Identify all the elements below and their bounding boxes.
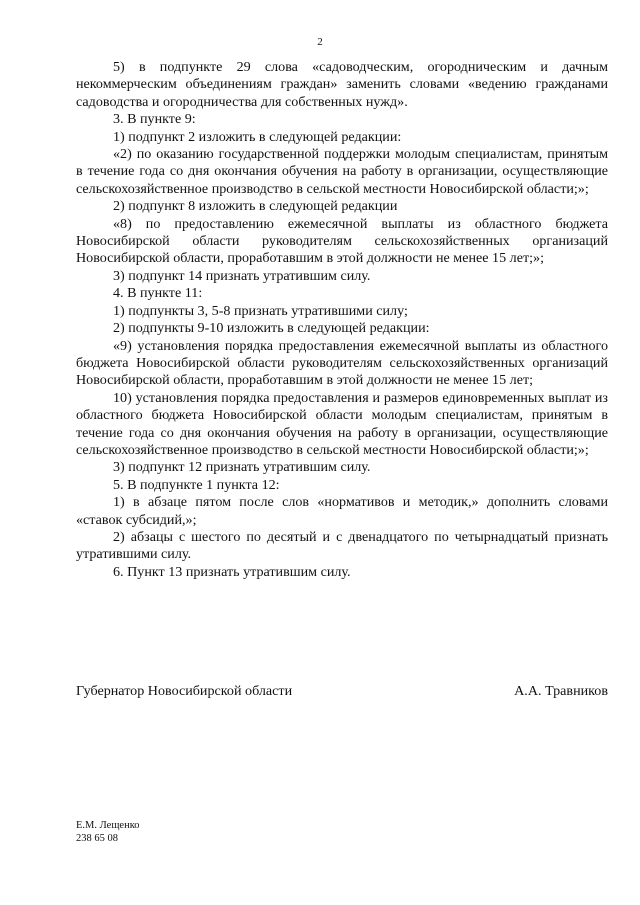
paragraph: «2) по оказанию государственной поддержки молодым специалистам, принятым в течение года со дня окончания обучения на работу в организации, осуществляющие сельскохозяйственное производство в сельской местности Новосибирской области;»; xyxy=(76,146,608,197)
paragraph: 4. В пункте 11: xyxy=(113,285,203,302)
signatory-position: Губернатор Новосибирской области xyxy=(76,683,293,699)
page-number: 2 xyxy=(317,36,323,48)
paragraph: 1) в абзаце пятом после слов «нормативов и методик,» дополнить словами «ставок субсидий,»; xyxy=(76,494,608,528)
executor-phone: 238 65 08 xyxy=(76,832,118,844)
paragraph: 10) установления порядка предоставления и размеров единовременных выплат из областного бюджета Новосибирской области молодым специалистам, принятым в течение года со дня окончания обучения на работу в организации, осуществляющие сельскохозяйственное производство в сельской местности Новосибирской области;»; xyxy=(76,389,608,458)
signatory-name: А.А. Травников xyxy=(514,683,608,699)
paragraph: «9) установления порядка предоставления ежемесячной выплаты из областного бюджета Новосибирской области руководителям сельскохозяйственных организаций Новосибирской области, проработавшим в этой должности не менее 15 лет; xyxy=(76,337,608,389)
paragraph: 3) подпункт 12 признать утратившим силу. xyxy=(113,459,371,476)
paragraph: 2) подпункты 9-10 изложить в следующей редакции: xyxy=(113,320,430,337)
paragraph: 3) подпункт 14 признать утратившим силу. xyxy=(113,267,371,284)
paragraph: «8) по предоставлению ежемесячной выплаты из областного бюджета Новосибирской области руководителям сельскохозяйственных организаций Новосибирской области, проработавшим в этой должности не менее 15 лет;»; xyxy=(76,215,608,267)
paragraph: 5. В подпункте 1 пункта 12: xyxy=(113,476,280,493)
paragraph: 5) в подпункте 29 слова «садоводческим, огородническим и дачным некоммерческим объединениям граждан» заменить словами «ведению гражданами садоводства и огородничества для собственных нужд». xyxy=(76,59,608,110)
paragraph: 1) подпункт 2 изложить в следующей редакции: xyxy=(113,128,402,145)
paragraph: 1) подпункты 3, 5-8 признать утратившими силу; xyxy=(113,302,408,319)
paragraph: 6. Пункт 13 признать утратившим силу. xyxy=(113,563,351,580)
paragraph: 3. В пункте 9: xyxy=(113,111,196,128)
executor-name: Е.М. Лещенко xyxy=(76,820,140,831)
document-body xyxy=(76,59,608,581)
executor-block xyxy=(76,820,140,845)
paragraph: 2) абзацы с шестого по десятый и с двенадцатого по четырнадцатый признать утратившими силу. xyxy=(76,528,608,563)
signature-block xyxy=(76,683,608,700)
paragraph: 2) подпункт 8 изложить в следующей редакции xyxy=(113,198,398,215)
